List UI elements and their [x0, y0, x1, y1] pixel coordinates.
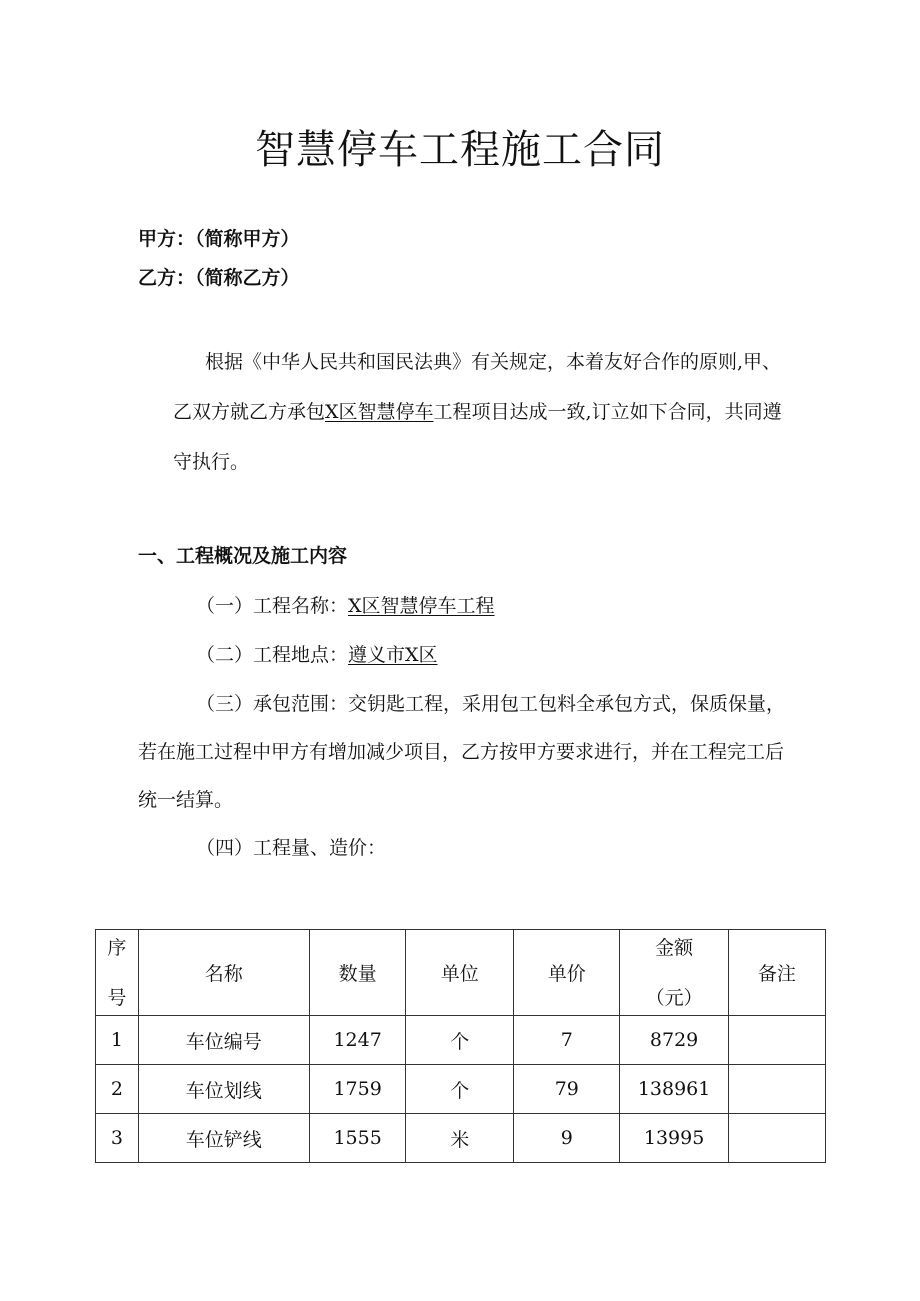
cell-note — [728, 1114, 825, 1163]
cell-quantity: 1555 — [309, 1114, 405, 1163]
project-name-inline: X区智慧停车 — [325, 401, 434, 423]
scope-line-1: （三）承包范围：交钥匙工程，采用包工包料全承包方式，保质保量， — [196, 693, 786, 715]
header-amount-top: 金额 — [655, 936, 694, 959]
quantity-cost-table — [95, 929, 826, 1163]
header-amount-bottom: （元） — [645, 986, 703, 1009]
cell-seq: 2 — [96, 1065, 139, 1114]
header-amount — [620, 930, 729, 1016]
cell-unit-price: 7 — [514, 1016, 620, 1065]
cell-amount: 13995 — [620, 1114, 729, 1163]
header-name: 名称 — [138, 930, 309, 1016]
intro-line-3: 守执行。 — [173, 451, 250, 473]
project-location-label: （二）工程地点： — [196, 644, 349, 666]
table-row — [96, 1016, 826, 1065]
cell-unit-price: 79 — [514, 1065, 620, 1114]
table-header-row — [96, 930, 826, 1016]
cell-quantity: 1247 — [309, 1016, 405, 1065]
quantity-cost-item: （四）工程量、造价： — [196, 837, 387, 859]
cell-name: 车位编号 — [138, 1016, 309, 1065]
cell-amount: 138961 — [620, 1065, 729, 1114]
cell-quantity: 1759 — [309, 1065, 405, 1114]
cell-amount: 8729 — [620, 1016, 729, 1065]
cell-name: 车位铲线 — [138, 1114, 309, 1163]
party-a: 甲方：（简称甲方） — [138, 228, 300, 250]
party-b: 乙方：（简称乙方） — [138, 267, 300, 289]
project-name-value: X区智慧停车工程 — [348, 595, 495, 617]
header-unit-price: 单价 — [514, 930, 620, 1016]
cell-note — [728, 1016, 825, 1065]
header-unit: 单位 — [406, 930, 514, 1016]
header-seq-bottom: 号 — [107, 986, 127, 1009]
header-note: 备注 — [728, 930, 825, 1016]
cell-unit: 个 — [406, 1065, 514, 1114]
cell-name: 车位划线 — [138, 1065, 309, 1114]
table-row — [96, 1114, 826, 1163]
header-seq-top: 序 — [107, 936, 127, 959]
cell-unit-price: 9 — [514, 1114, 620, 1163]
header-quantity: 数量 — [309, 930, 405, 1016]
project-name-label: （一）工程名称： — [196, 595, 349, 617]
cell-unit: 米 — [406, 1114, 514, 1163]
intro-line-2-post: 工程项目达成一致,订立如下合同，共同遵 — [433, 401, 782, 423]
table-row — [96, 1065, 826, 1114]
intro-line-2 — [173, 398, 782, 426]
project-location-item — [196, 641, 438, 669]
intro-line-1: 根据《中华人民共和国民法典》有关规定，本着友好合作的原则,甲、 — [205, 351, 782, 373]
page-title: 智慧停车工程施工合同 — [255, 127, 665, 173]
scope-line-2: 若在施工过程中甲方有增加减少项目，乙方按甲方要求进行，并在工程完工后 — [138, 741, 785, 763]
cell-unit: 个 — [406, 1016, 514, 1065]
project-name-item — [196, 592, 495, 620]
intro-line-2-pre: 乙双方就乙方承包 — [173, 401, 326, 423]
section-heading: 一、工程概况及施工内容 — [138, 545, 348, 567]
scope-line-3: 统一结算。 — [138, 789, 234, 811]
project-location-value: 遵义市X区 — [348, 644, 438, 666]
cell-seq: 3 — [96, 1114, 139, 1163]
header-seq — [96, 930, 139, 1016]
cell-note — [728, 1065, 825, 1114]
cell-seq: 1 — [96, 1016, 139, 1065]
